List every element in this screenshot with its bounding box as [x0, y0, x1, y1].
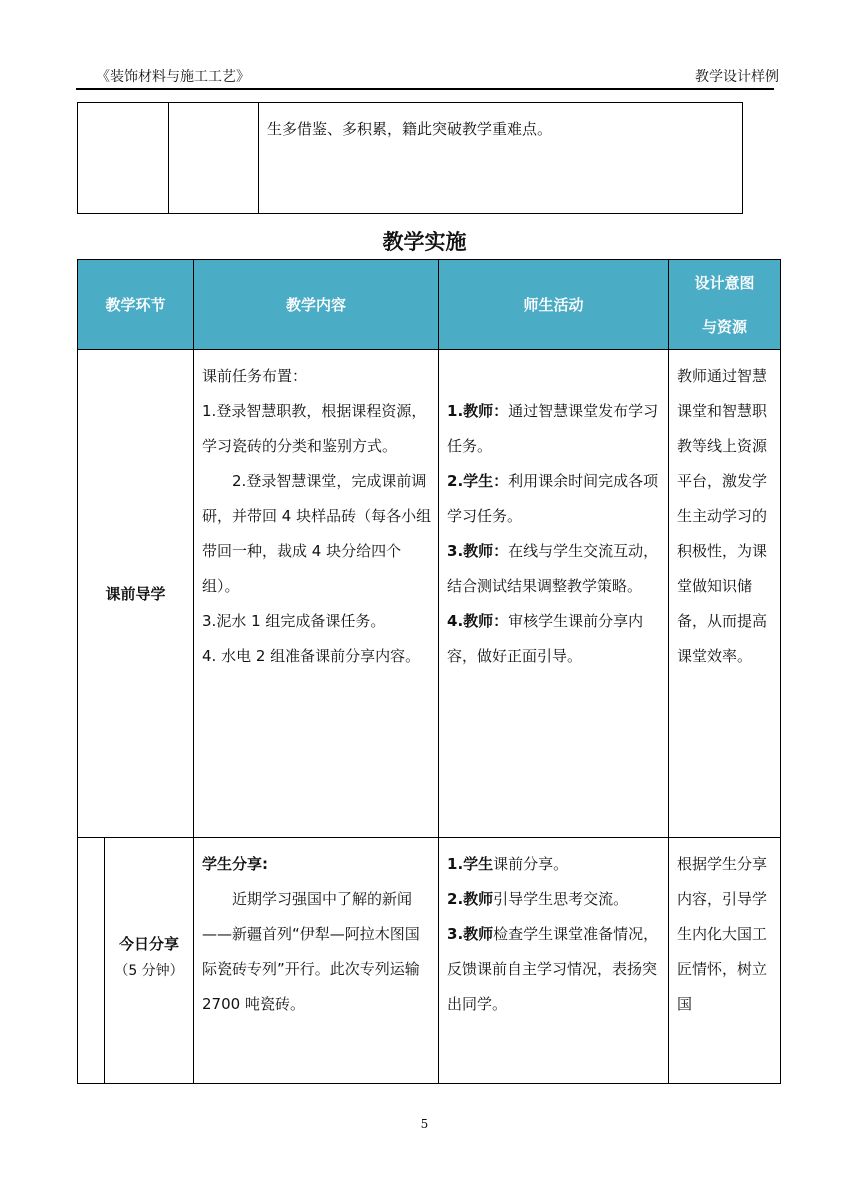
content-title: 学生分享:	[202, 855, 269, 873]
activity-role: 2.学生：	[447, 472, 509, 490]
activity-desc: 审核学生课前分享内容，做好正面引导。	[447, 612, 644, 665]
continuation-cell	[259, 103, 743, 214]
activity-desc: 利用课余时间完成各项学习任务。	[447, 472, 659, 525]
design-cell	[669, 350, 781, 838]
header-stage: 教学环节	[78, 260, 194, 350]
header-activity: 师生活动	[439, 260, 669, 350]
activity-desc: 通过智慧课堂发布学习任务。	[447, 402, 659, 455]
activity-desc: 在线与学生交流互动，结合测试结果调整教学策略。	[447, 542, 659, 595]
activity-role: 2.教师	[447, 890, 494, 908]
design-cell	[669, 838, 781, 1084]
continuation-text: 生多借鉴、多积累，籍此突破教学重难点。	[267, 120, 553, 138]
section-title: 教学实施	[382, 230, 467, 254]
content-paragraph: 2.登录智慧课堂，完成课前调研，并带回 4 块样品砖（每各小组带回一种，裁成 4 块分给四个组）。	[202, 472, 432, 595]
stage-duration: （5 分钟）	[114, 963, 184, 979]
activity-desc: 课前分享。	[493, 855, 569, 873]
header-divider	[76, 88, 774, 90]
activity-role: 3.教师	[447, 925, 494, 943]
page-number: 5	[420, 1117, 429, 1131]
stage-label: 课前导学	[105, 585, 166, 603]
content-text	[194, 350, 438, 678]
header-document-title: 《装饰材料与施工工艺》	[96, 69, 250, 85]
content-paragraph: 课前任务布置：	[202, 367, 308, 385]
table-header-row	[78, 260, 781, 350]
empty-cell	[169, 103, 259, 214]
activity-text	[439, 350, 668, 678]
activity-role: 1.教师：	[447, 402, 509, 420]
activity-item	[447, 464, 662, 534]
table-row	[78, 103, 743, 214]
content-paragraph: 近期学习强国中了解的新闻——新疆首列“伊犁—阿拉木图国际瓷砖专列”开行。此次专列运输 2700 吨瓷砖。	[202, 890, 420, 1013]
activity-item	[447, 534, 662, 604]
content-text	[194, 838, 438, 1026]
activity-item	[447, 917, 662, 1022]
activity-desc: 检查学生课堂准备情况，反馈课前自主学习情况，表扬突出同学。	[447, 925, 659, 1013]
activity-role: 3.教师：	[447, 542, 509, 560]
content-paragraph: 1.登录智慧职教，根据课程资源，学习瓷砖的分类和鉴别方式。	[202, 402, 427, 455]
empty-cell	[78, 838, 105, 1084]
table-row-sharing	[78, 838, 781, 1084]
continuation-table	[77, 102, 743, 214]
activity-role: 1.学生	[447, 855, 494, 873]
activity-cell	[439, 838, 669, 1084]
activity-role: 4.教师：	[447, 612, 509, 630]
activity-item	[447, 394, 662, 464]
header-content: 教学内容	[194, 260, 439, 350]
content-cell	[194, 350, 439, 838]
content-paragraph: 3.泥水 1 组完成备课任务。	[202, 612, 386, 630]
empty-cell	[78, 103, 169, 214]
content-paragraph: 4. 水电 2 组准备课前分享内容。	[202, 647, 421, 665]
header-document-type: 教学设计样例	[695, 69, 779, 85]
teaching-implementation-table	[77, 259, 781, 1084]
activity-cell	[439, 350, 669, 838]
design-text: 教师通过智慧课堂和智慧职教等线上资源平台，激发学生主动学习的积极性，为课堂做知识储备，从而提高课堂效率。	[677, 367, 768, 665]
stage-cell	[78, 350, 194, 838]
stage-label: 今日分享	[119, 935, 180, 953]
header-design-line1: 设计意图	[694, 273, 755, 292]
activity-desc: 引导学生思考交流。	[493, 890, 629, 908]
activity-item	[447, 882, 662, 917]
content-cell	[194, 838, 439, 1084]
table-row-preclass	[78, 350, 781, 838]
activity-item	[447, 604, 662, 674]
design-text: 根据学生分享内容，引导学生内化大国工匠情怀，树立国	[677, 855, 768, 1013]
activity-item	[447, 847, 662, 882]
stage-cell	[105, 838, 194, 1084]
activity-text	[439, 838, 668, 1026]
header-design	[669, 260, 781, 350]
header-design-line2: 与资源	[702, 317, 748, 336]
